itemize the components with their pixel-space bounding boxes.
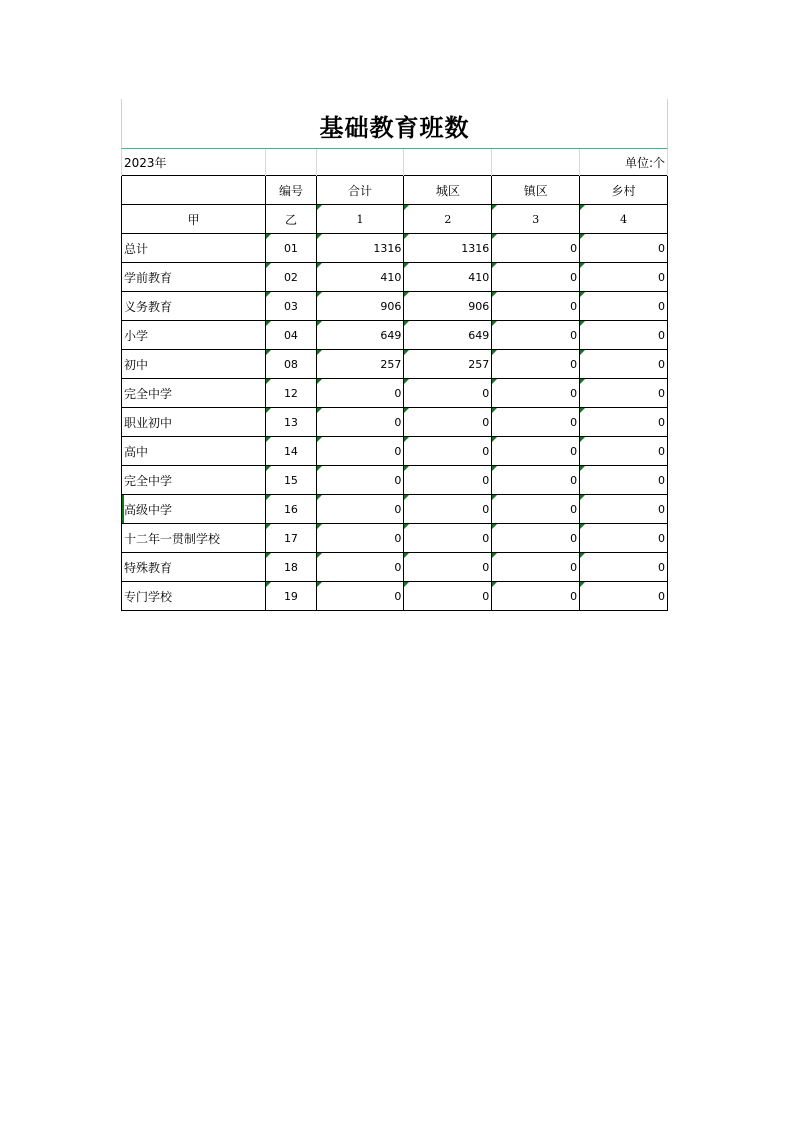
unit-cell[interactable]: 单位:个: [580, 149, 668, 176]
row-name-cell[interactable]: 义务教育: [122, 292, 266, 321]
row-rural-cell[interactable]: 0: [580, 495, 668, 524]
row-town-cell[interactable]: 0: [492, 234, 580, 263]
row-name-cell[interactable]: 高级中学: [122, 495, 266, 524]
row-total-cell[interactable]: 1316: [316, 234, 404, 263]
page-title: 基础教育班数: [319, 113, 470, 142]
row-total-cell[interactable]: 0: [316, 408, 404, 437]
row-code-cell[interactable]: 02: [266, 263, 316, 292]
index-cell[interactable]: 1: [316, 205, 404, 234]
table-row: [122, 408, 668, 437]
row-total-cell[interactable]: 410: [316, 263, 404, 292]
row-urban-cell[interactable]: 1316: [404, 234, 492, 263]
row-name-cell[interactable]: 完全中学: [122, 466, 266, 495]
blank-cell[interactable]: [266, 149, 316, 176]
row-total-cell[interactable]: 0: [316, 524, 404, 553]
row-total-cell[interactable]: 906: [316, 292, 404, 321]
table-row: [122, 466, 668, 495]
year-cell[interactable]: 2023年: [122, 149, 266, 176]
row-town-cell[interactable]: 0: [492, 524, 580, 553]
row-town-cell[interactable]: 0: [492, 553, 580, 582]
row-urban-cell[interactable]: 0: [404, 524, 492, 553]
table-row: [122, 437, 668, 466]
row-town-cell[interactable]: 0: [492, 350, 580, 379]
blank-cell[interactable]: [492, 149, 580, 176]
table-row: [122, 292, 668, 321]
row-name-cell[interactable]: 小学: [122, 321, 266, 350]
row-town-cell[interactable]: 0: [492, 437, 580, 466]
row-urban-cell[interactable]: 649: [404, 321, 492, 350]
row-urban-cell[interactable]: 0: [404, 466, 492, 495]
row-rural-cell[interactable]: 0: [580, 582, 668, 611]
row-town-cell[interactable]: 0: [492, 495, 580, 524]
row-total-cell[interactable]: 0: [316, 553, 404, 582]
index-cell[interactable]: 4: [580, 205, 668, 234]
row-urban-cell[interactable]: 0: [404, 553, 492, 582]
blank-cell[interactable]: [316, 149, 404, 176]
row-rural-cell[interactable]: 0: [580, 466, 668, 495]
row-total-cell[interactable]: 0: [316, 582, 404, 611]
header-row: [122, 176, 668, 205]
row-town-cell[interactable]: 0: [492, 582, 580, 611]
index-row: [122, 205, 668, 234]
row-name-cell[interactable]: 初中: [122, 350, 266, 379]
table-row: [122, 234, 668, 263]
meta-row: [122, 149, 668, 176]
row-urban-cell[interactable]: 0: [404, 408, 492, 437]
row-total-cell[interactable]: 649: [316, 321, 404, 350]
row-name-cell[interactable]: 总计: [122, 234, 266, 263]
header-cell-total[interactable]: 合计: [316, 176, 404, 205]
row-urban-cell[interactable]: 0: [404, 495, 492, 524]
row-urban-cell[interactable]: 0: [404, 379, 492, 408]
row-code-cell[interactable]: 18: [266, 553, 316, 582]
row-code-cell[interactable]: 16: [266, 495, 316, 524]
row-town-cell[interactable]: 0: [492, 321, 580, 350]
row-urban-cell[interactable]: 0: [404, 437, 492, 466]
table-row: [122, 321, 668, 350]
row-town-cell[interactable]: 0: [492, 466, 580, 495]
row-name-cell[interactable]: 职业初中: [122, 408, 266, 437]
row-code-cell[interactable]: 19: [266, 582, 316, 611]
row-code-cell[interactable]: 13: [266, 408, 316, 437]
row-rural-cell[interactable]: 0: [580, 408, 668, 437]
index-cell[interactable]: 甲: [122, 205, 266, 234]
row-urban-cell[interactable]: 0: [404, 582, 492, 611]
table-row: [122, 379, 668, 408]
row-total-cell[interactable]: 0: [316, 379, 404, 408]
row-total-cell[interactable]: 257: [316, 350, 404, 379]
header-cell-code[interactable]: 编号: [266, 176, 316, 205]
row-code-cell[interactable]: 01: [266, 234, 316, 263]
row-rural-cell[interactable]: 0: [580, 524, 668, 553]
row-total-cell[interactable]: 0: [316, 466, 404, 495]
row-urban-cell[interactable]: 906: [404, 292, 492, 321]
table-row: [122, 524, 668, 553]
title-cell[interactable]: [121, 99, 668, 149]
table-row: [122, 350, 668, 379]
table-row: [122, 495, 668, 524]
row-urban-cell[interactable]: 257: [404, 350, 492, 379]
header-cell-urban[interactable]: 城区: [404, 176, 492, 205]
row-code-cell[interactable]: 17: [266, 524, 316, 553]
row-rural-cell[interactable]: 0: [580, 379, 668, 408]
index-cell[interactable]: 2: [404, 205, 492, 234]
row-code-cell[interactable]: 08: [266, 350, 316, 379]
row-rural-cell[interactable]: 0: [580, 437, 668, 466]
row-total-cell[interactable]: 0: [316, 437, 404, 466]
row-name-cell[interactable]: 完全中学: [122, 379, 266, 408]
row-town-cell[interactable]: 0: [492, 263, 580, 292]
table-row: [122, 553, 668, 582]
row-code-cell[interactable]: 15: [266, 466, 316, 495]
header-cell[interactable]: [122, 176, 266, 205]
row-total-cell[interactable]: 0: [316, 495, 404, 524]
spreadsheet-sheet: [121, 99, 668, 611]
row-code-cell[interactable]: 03: [266, 292, 316, 321]
row-urban-cell[interactable]: 410: [404, 263, 492, 292]
row-rural-cell[interactable]: 0: [580, 350, 668, 379]
row-name-cell[interactable]: 高中: [122, 437, 266, 466]
row-name-cell[interactable]: 特殊教育: [122, 553, 266, 582]
row-name-cell[interactable]: 专门学校: [122, 582, 266, 611]
data-table: [121, 149, 668, 611]
index-cell[interactable]: 3: [492, 205, 580, 234]
row-rural-cell[interactable]: 0: [580, 321, 668, 350]
blank-cell[interactable]: [404, 149, 492, 176]
row-rural-cell[interactable]: 0: [580, 263, 668, 292]
row-town-cell[interactable]: 0: [492, 379, 580, 408]
row-code-cell[interactable]: 04: [266, 321, 316, 350]
row-code-cell[interactable]: 12: [266, 379, 316, 408]
table-row: [122, 582, 668, 611]
index-cell[interactable]: 乙: [266, 205, 316, 234]
row-town-cell[interactable]: 0: [492, 292, 580, 321]
row-code-cell[interactable]: 14: [266, 437, 316, 466]
row-town-cell[interactable]: 0: [492, 408, 580, 437]
header-cell-rural[interactable]: 乡村: [580, 176, 668, 205]
row-name-cell[interactable]: 十二年一贯制学校: [122, 524, 266, 553]
header-cell-town[interactable]: 镇区: [492, 176, 580, 205]
row-rural-cell[interactable]: 0: [580, 234, 668, 263]
row-rural-cell[interactable]: 0: [580, 292, 668, 321]
row-rural-cell[interactable]: 0: [580, 553, 668, 582]
row-name-cell[interactable]: 学前教育: [122, 263, 266, 292]
table-row: [122, 263, 668, 292]
